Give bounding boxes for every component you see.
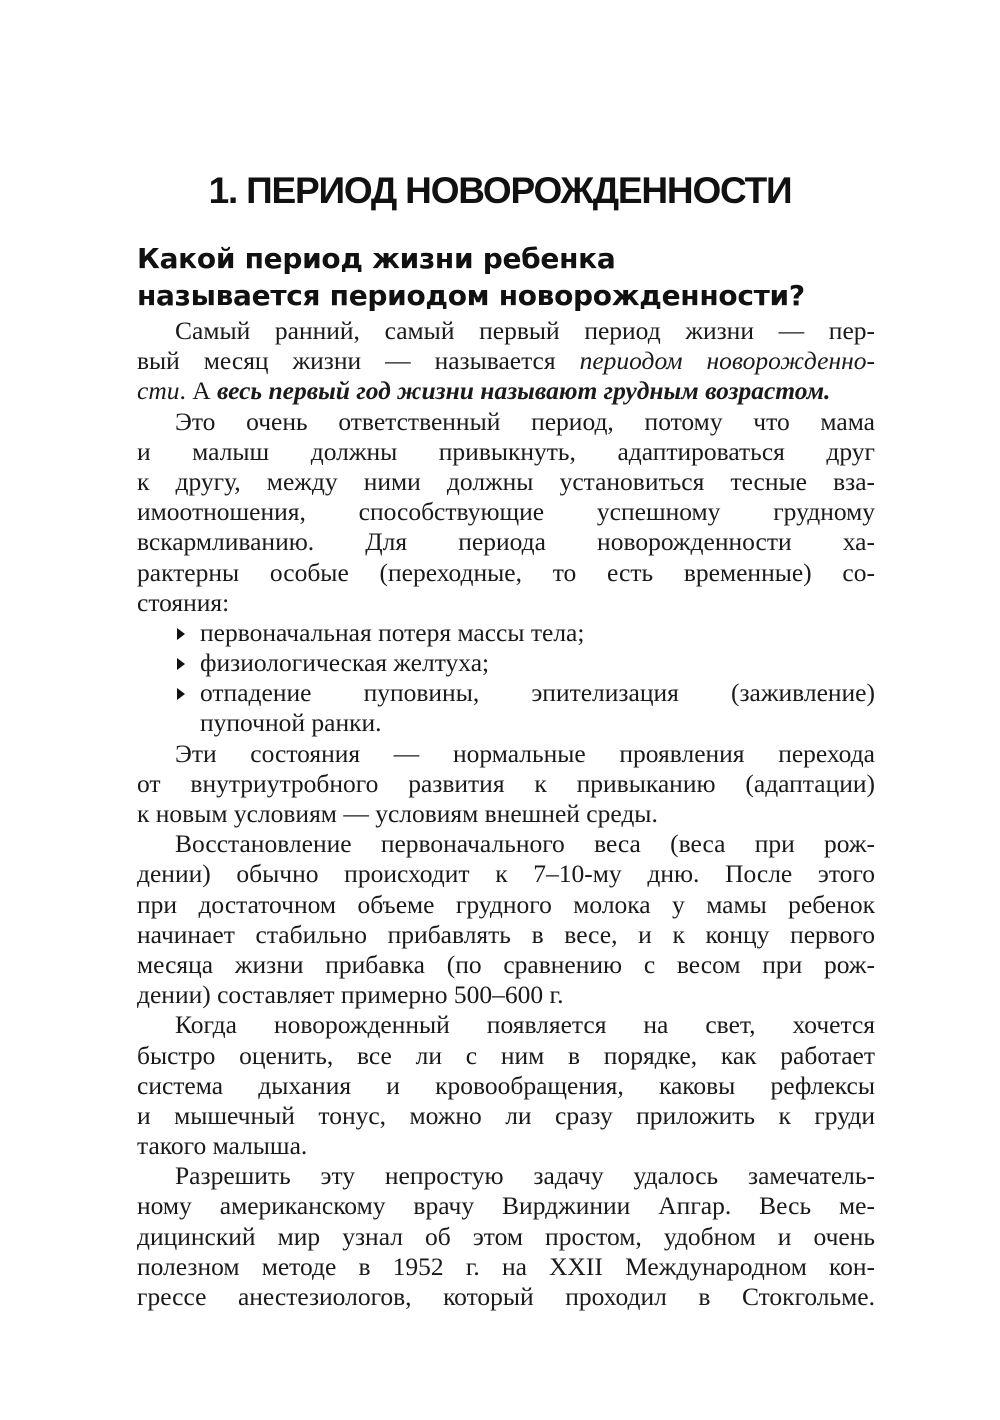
text-segment: . А (179, 376, 218, 406)
text-line: физиологическая желтуха; (200, 648, 490, 678)
term-emphasis: сти (137, 376, 180, 406)
text-line: Эти состояния — нормальные проявления перехода (175, 738, 875, 768)
section-title-line: Какой период жизни ребенка (137, 242, 616, 275)
paragraph (137, 316, 875, 407)
text-line: Самый ранний, самый первый период жизни — пер- (175, 316, 875, 345)
text-line: быстро оценить, все ли с ним в порядке, как работает (137, 1040, 875, 1070)
section-title (137, 240, 877, 314)
paragraph (137, 1161, 875, 1312)
text-line: рактерны особые (переходные, то есть временные) со- (137, 557, 875, 587)
text-line: при достаточном объеме грудного молока у мамы ребенок (137, 889, 875, 919)
text-line: грессе анестезиологов, который проходил в Стокгольме. (137, 1282, 875, 1311)
chapter-title: 1. ПЕРИОД НОВОРОЖДЕННОСТИ (208, 170, 792, 211)
text-line: система дыхания и кровообращения, каковы рефлексы (137, 1070, 875, 1100)
text-line: и мышечный тонус, можно ли сразу приложить к груди (137, 1100, 875, 1130)
text-line: стояния: (137, 587, 230, 617)
triangle-bullet-icon (177, 658, 185, 670)
text-line: отпадение пуповины, эпителизация (заживление) (200, 678, 875, 708)
bullet-list (137, 618, 875, 739)
section-title-line: называется периодом новорожденности? (137, 279, 805, 312)
text-line: первоначальная потеря массы тела; (200, 617, 585, 647)
text-line: к другу, между ними должны установиться тесные вза- (137, 466, 875, 496)
text-line: месяца жизни прибавка (по сравнению с весом при рож- (137, 949, 875, 979)
text-line: Восстановление первоначального веса (веса при рож- (175, 829, 875, 859)
text-line (137, 376, 875, 406)
term-emphasis: периодом новорожденно- (579, 346, 875, 376)
text-line: Это очень ответственный период, потому что мама (175, 406, 875, 436)
text-line: дении) обычно происходит к 7–10-му дню. После этого (137, 859, 875, 889)
text-line: Когда новорожденный появляется на свет, хочется (175, 1010, 875, 1040)
text-line: такого малыша. (137, 1131, 308, 1161)
text-line: дицинский мир узнал об этом простом, удобном и очень (137, 1221, 875, 1251)
text-line: дении) составляет примерно 500–600 г. (137, 980, 564, 1010)
body-text (137, 316, 875, 1312)
text-line: начинает стабильно прибавлять в весе, и к концу первого (137, 919, 875, 949)
list-item (137, 618, 875, 648)
text-line: пупочной ранки. (200, 708, 382, 738)
paragraph (137, 1010, 875, 1161)
text-line: полезном методе в 1952 г. на XXII Международном кон- (137, 1251, 875, 1281)
paragraph (137, 407, 875, 618)
text-segment: вый месяц жизни — называется (137, 346, 580, 376)
text-line: Разрешить эту непростую задачу удалось замечатель- (175, 1161, 875, 1191)
triangle-bullet-icon (177, 688, 185, 700)
text-line: и малыш должны привыкнуть, адаптироваться друг (137, 436, 875, 466)
key-definition: весь первый год жизни называют грудным возрастом. (217, 376, 831, 406)
list-item (137, 678, 875, 738)
list-item (137, 648, 875, 678)
paragraph (137, 829, 875, 1010)
text-line: имоотношения, способствующие успешному грудному (137, 497, 875, 527)
triangle-bullet-icon (177, 628, 185, 640)
text-line: ному американскому врачу Вирджинии Апгар. Весь ме- (137, 1191, 875, 1221)
text-line: к новым условиям — условиям внешней среды. (137, 799, 658, 828)
text-line: вскармливанию. Для периода новорожденности ха- (137, 527, 875, 557)
paragraph (137, 739, 875, 830)
text-line: от внутриутробного развития к привыканию (адаптации) (137, 768, 875, 798)
text-line (137, 346, 875, 376)
